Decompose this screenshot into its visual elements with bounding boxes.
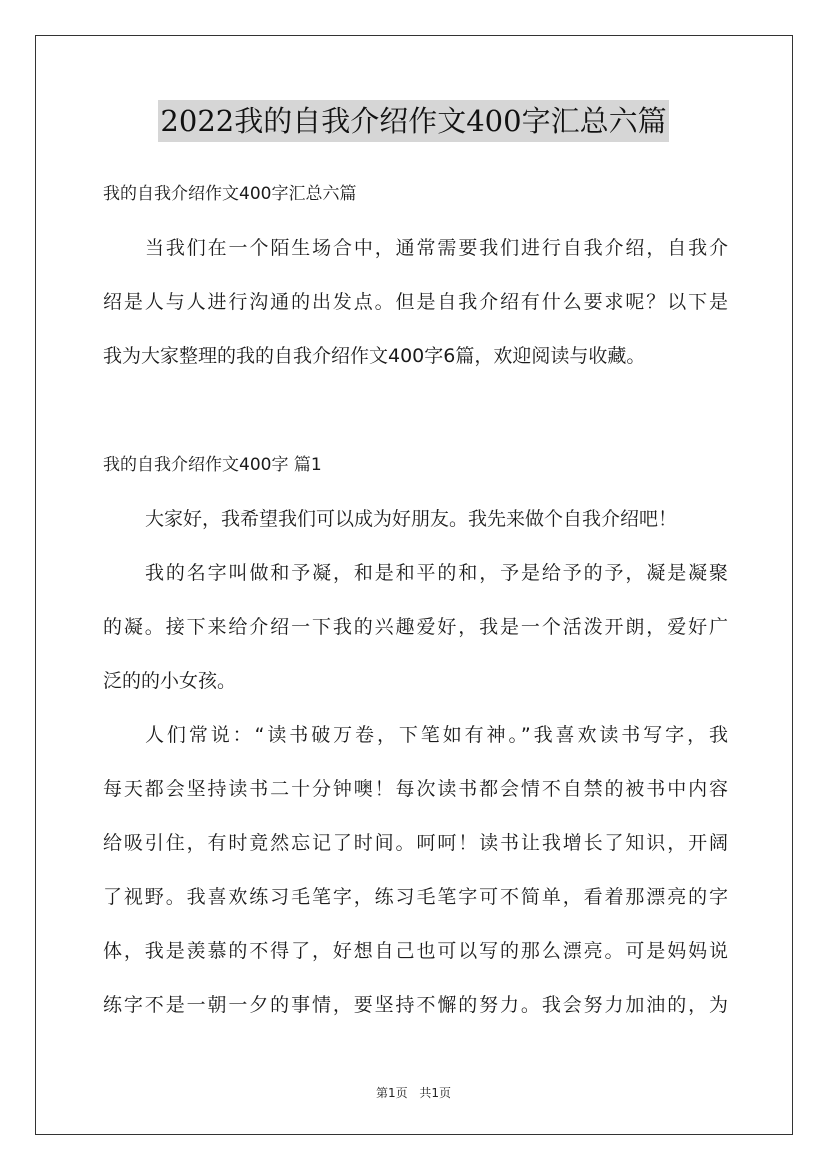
body-line: 每天都会坚持读书二十分钟噢！每次读书都会情不自禁的被书中内容 [103, 778, 728, 800]
body-line: 体，我是羡慕的不得了，好想自己也可以写的那么漂亮。可是妈妈说 [103, 940, 728, 962]
intro-line: 当我们在一个陌生场合中，通常需要我们进行自我介绍，自我介 [145, 237, 728, 259]
body-line: 泛的的小女孩。 [103, 670, 237, 692]
body-line: 大家好，我希望我们可以成为好朋友。我先来做个自我介绍吧！ [145, 508, 678, 530]
section-heading: 我的自我介绍作文400字 篇1 [103, 455, 322, 475]
body-line: 了视野。我喜欢练习毛笔字，练习毛笔字可不简单，看着那漂亮的字 [103, 886, 728, 908]
body-line: 的凝。接下来给介绍一下我的兴趣爱好，我是一个活泼开朗，爱好广 [103, 616, 728, 638]
subtitle: 我的自我介绍作文400字汇总六篇 [103, 184, 357, 204]
intro-line: 我为大家整理的我的自我介绍作文400字6篇，欢迎阅读与收藏。 [103, 345, 646, 367]
body-line: 练字不是一朝一夕的事情，要坚持不懈的努力。我会努力加油的，为 [103, 994, 728, 1016]
body-line: 我的名字叫做和予凝，和是和平的和，予是给予的予，凝是凝聚 [145, 562, 728, 584]
page-total: 共1页 [419, 1086, 452, 1100]
body-line: 人们常说：“读书破万卷，下笔如有神。”我喜欢读书写字，我 [145, 724, 728, 746]
page-number: 第1页 [375, 1086, 408, 1100]
document-title: 2022我的自我介绍作文400字汇总六篇 [158, 100, 668, 142]
intro-line: 绍是人与人进行沟通的出发点。但是自我介绍有什么要求呢？以下是 [103, 291, 728, 313]
page-footer [0, 1084, 827, 1101]
title-container [0, 100, 827, 142]
body-line: 给吸引住，有时竟然忘记了时间。呵呵！读书让我增长了知识，开阔 [103, 832, 728, 854]
